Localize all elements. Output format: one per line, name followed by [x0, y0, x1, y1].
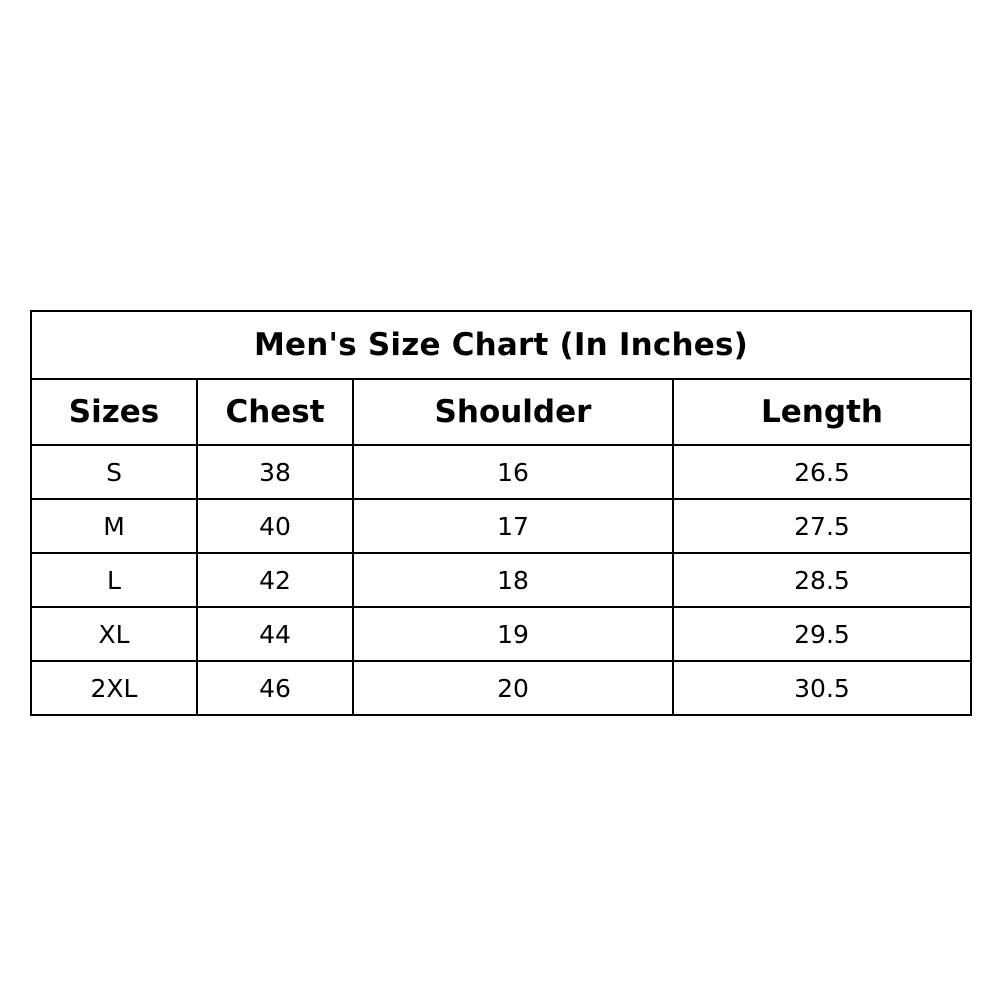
cell-size: L: [31, 553, 197, 607]
cell-chest: 46: [197, 661, 353, 715]
cell-length: 30.5: [673, 661, 971, 715]
column-header-shoulder: Shoulder: [353, 379, 673, 445]
chart-title: Men's Size Chart (In Inches): [31, 311, 971, 379]
cell-chest: 44: [197, 607, 353, 661]
column-header-length: Length: [673, 379, 971, 445]
cell-size: XL: [31, 607, 197, 661]
table-row: [31, 553, 971, 607]
column-header-chest: Chest: [197, 379, 353, 445]
cell-chest: 40: [197, 499, 353, 553]
cell-size: 2XL: [31, 661, 197, 715]
cell-shoulder: 17: [353, 499, 673, 553]
cell-chest: 38: [197, 445, 353, 499]
cell-length: 28.5: [673, 553, 971, 607]
cell-length: 29.5: [673, 607, 971, 661]
mens-size-chart-table: [30, 310, 972, 716]
table-header-row: [31, 379, 971, 445]
cell-length: 27.5: [673, 499, 971, 553]
cell-length: 26.5: [673, 445, 971, 499]
table-row: [31, 499, 971, 553]
cell-shoulder: 19: [353, 607, 673, 661]
table-row: [31, 661, 971, 715]
cell-chest: 42: [197, 553, 353, 607]
cell-size: M: [31, 499, 197, 553]
size-chart-container: [30, 310, 970, 716]
table-row: [31, 445, 971, 499]
column-header-sizes: Sizes: [31, 379, 197, 445]
cell-size: S: [31, 445, 197, 499]
table-title-row: [31, 311, 971, 379]
cell-shoulder: 16: [353, 445, 673, 499]
cell-shoulder: 18: [353, 553, 673, 607]
cell-shoulder: 20: [353, 661, 673, 715]
table-row: [31, 607, 971, 661]
